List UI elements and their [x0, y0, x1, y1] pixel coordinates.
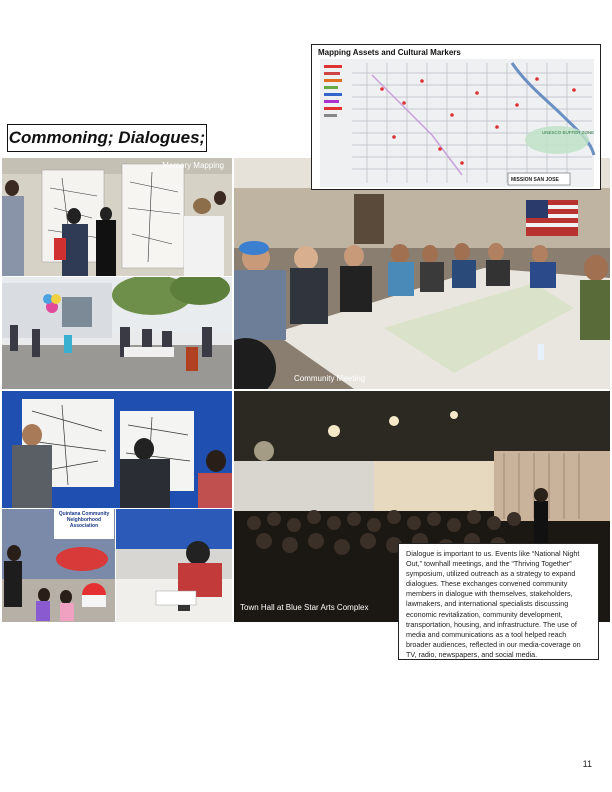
- memory-mapping-image: [2, 158, 232, 276]
- community-meeting-image: [234, 158, 610, 389]
- map-boards-image: [2, 391, 232, 508]
- child-drawing-image: [116, 509, 232, 622]
- photo-child-drawing: [116, 509, 232, 622]
- map-inset: [311, 44, 601, 190]
- caption-community-meeting: Community Meeting: [294, 374, 366, 383]
- photo-quintana-gym: [2, 509, 115, 622]
- svg-text:MISSION SAN JOSE: MISSION SAN JOSE: [511, 177, 559, 183]
- map-illustration: [312, 45, 601, 190]
- page-number: 11: [582, 759, 592, 769]
- photo-community-meeting: [234, 158, 610, 389]
- photo-map-boards: [2, 391, 232, 508]
- svg-text:UNESCO BUFFER ZONE: UNESCO BUFFER ZONE: [542, 130, 595, 135]
- night-out-image: [2, 277, 232, 389]
- photo-night-out: [2, 277, 232, 389]
- map-title: Mapping Assets and Cultural Markers: [318, 48, 461, 57]
- caption-town-hall: Town Hall at Blue Star Arts Complex: [240, 603, 369, 612]
- caption-memory-mapping: Memory Mapping: [162, 161, 224, 170]
- body-text-box: [398, 543, 599, 660]
- photo-memory-mapping: [2, 158, 232, 276]
- section-title-box: [7, 124, 207, 152]
- quintana-sign: Quintana Community Neighborhood Association: [58, 511, 110, 529]
- section-title: Commoning; Dialogues;: [8, 128, 206, 147]
- body-text: Dialogue is important to us. Events like “National Night Out,” townhall meetings, and the “Thriving Together” symposium, utilized outreach as a strategy to expand dialogues. These exchanges convened community members in dialogue with themselves, stakeholders, lawmakers, and international specialists discussing economic revitalization, community development, transportation, housing, and infrastructure. The use of media and communications as a tool helped reach broader audiences, reflected in our media-coverage on TV, radio, newspapers, and social media.: [406, 549, 581, 659]
